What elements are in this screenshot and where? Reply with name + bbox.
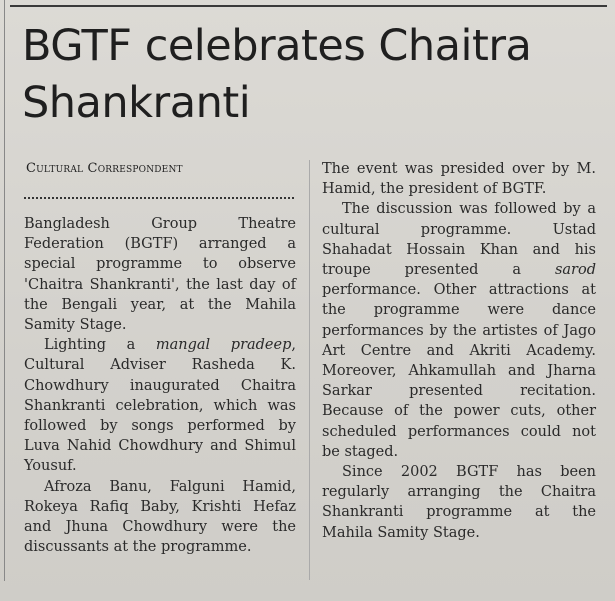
headline: BGTF celebrates Chaitra Shankranti	[22, 21, 532, 128]
side-rule	[4, 0, 5, 581]
paragraph-text: performance. Other attractions at the programme were dance performances by the artistes of Jago Art Centre and Akriti Academy. Moreover, Ahkamullah and Jharna Sarkar presented recitation. Because of the power cuts, other scheduled performances could not be staged.	[322, 282, 596, 460]
paragraph-text: The discussion was followed by a cultural programme. Ustad Shahadat Hossain Khan and his troupe presented a	[322, 201, 596, 279]
paragraph	[322, 199, 596, 462]
left-column	[24, 214, 296, 557]
column-divider	[309, 160, 310, 580]
paragraph: Since 2002 BGTF has been regularly arranging the Chaitra Shankranti programme at the Mahila Samity Stage.	[322, 464, 596, 541]
paragraph-text: , Cultural Adviser Rasheda K. Chowdhury inaugurated Chaitra Shankranti celebration, which was followed by songs performed by Luva Nahid Chowdhury and Shimul Yousuf.	[24, 337, 296, 475]
italic-term: mangal pradeep	[155, 337, 292, 354]
right-column	[322, 159, 596, 543]
paragraph: The event was presided over by M. Hamid, the president of BGTF.	[322, 161, 596, 198]
byline-dotted-rule	[24, 197, 294, 199]
paragraph	[24, 335, 296, 476]
italic-term: sarod	[554, 262, 596, 279]
byline: Cultural Correspondent	[26, 161, 183, 176]
paragraph: Bangladesh Group Theatre Federation (BGTF) arranged a special programme to observe 'Chaitra Shankranti', the last day of the Bengali year, at the Mahila Samity Stage.	[24, 216, 296, 334]
top-rule	[10, 5, 607, 7]
paragraph: Afroza Banu, Falguni Hamid, Rokeya Rafiq Baby, Krishti Hefaz and Jhuna Chowdhury were the discussants at the programme.	[24, 478, 296, 556]
paragraph-text: Lighting a	[44, 337, 156, 354]
